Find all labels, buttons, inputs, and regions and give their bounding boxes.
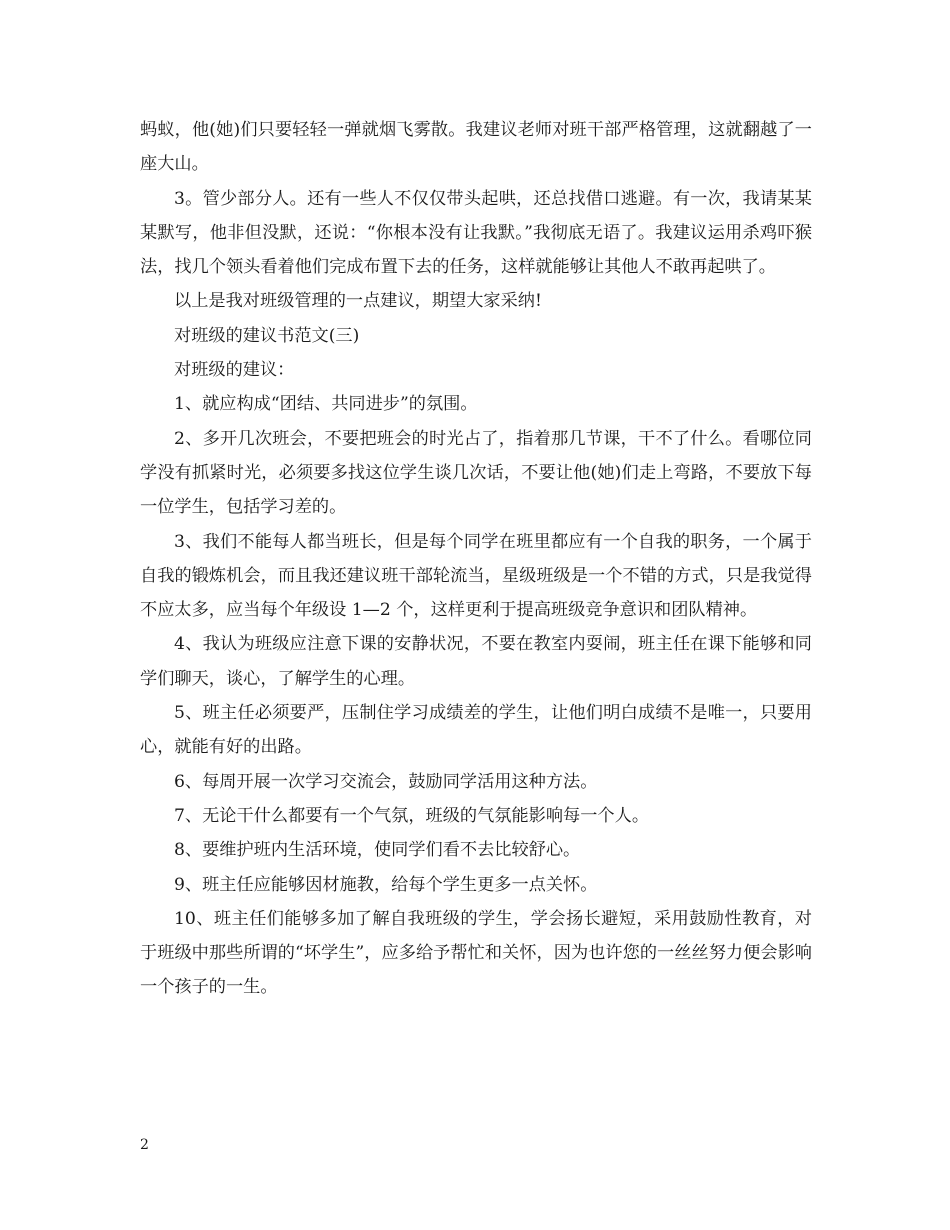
list-item-8: 8、要维护班内生活环境，使同学们看不去比较舒心。	[174, 840, 581, 861]
list-item-6: 6、每周开展一次学习交流会，鼓励同学活用这种方法。	[174, 771, 598, 792]
paragraph-closing: 以上是我对班级管理的一点建议，期望大家采纳!	[174, 291, 542, 312]
paragraph-continuation: 蚂蚁，他(她)们只要轻轻一弹就烟飞雾散。我建议老师对班干部严格管理，这就翻越了一座大山。	[140, 120, 812, 175]
list-item-7: 7、无论干什么都要有一个气氛，班级的气氛能影响每一个人。	[174, 805, 650, 826]
paragraph-point-3: 3。管少部分人。还有一些人不仅仅带头起哄，还总找借口逃避。有一次，我请某某某默写，他非但没默，还说：“你根本没有让我默。”我彻底无语了。我建议运用杀鸡吓猴法，找几个领头看着他们完成布置下去的任务，这样就能够让其他人不敢再起哄了。	[140, 188, 812, 278]
list-item-10: 10、班主任们能够多加了解自我班级的学生，学会扬长避短，采用鼓励性教育，对于班级中那些所谓的“坏学生”，应多给予帮忙和关怀，因为也许您的一丝丝努力便会影响一个孩子的一生。	[140, 908, 812, 998]
document-body	[140, 113, 812, 1005]
list-item-4: 4、我认为班级应注意下课的安静状况，不要在教室内耍闹，班主任在课下能够和同学们聊天，谈心，了解学生的心理。	[140, 634, 812, 689]
section-intro: 对班级的建议：	[174, 360, 295, 381]
list-item-2: 2、多开几次班会，不要把班会的时光占了，指着那几节课，干不了什么。看哪位同学没有抓紧时光，必须要多找这位学生谈几次话，不要让他(她)们走上弯路，不要放下每一位学生，包括学习差的。	[140, 428, 812, 518]
section-heading: 对班级的建议书范文(三)	[174, 325, 360, 346]
list-item-5: 5、班主任必须要严，压制住学习成绩差的学生，让他们明白成绩不是唯一，只要用心，就能有好的出路。	[140, 703, 812, 758]
list-item-3: 3、我们不能每人都当班长，但是每个同学在班里都应有一个自我的职务，一个属于自我的锻炼机会，而且我还建议班干部轮流当，星级班级是一个不错的方式，只是我觉得不应太多，应当每个年级设 1—2 个，这样更利于提高班级竞争意识和团队精神。	[140, 531, 812, 621]
list-item-1: 1、就应构成“团结、共同进步”的氛围。	[174, 394, 478, 415]
list-item-9: 9、班主任应能够因材施教，给每个学生更多一点关怀。	[174, 874, 598, 895]
page-number: 2	[140, 1137, 149, 1153]
